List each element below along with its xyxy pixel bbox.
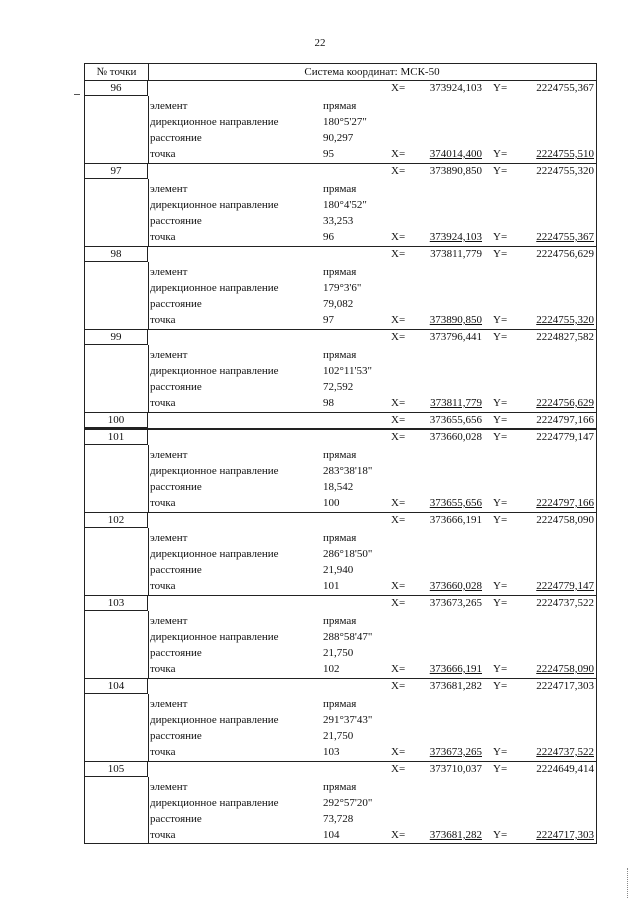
direction-value: 291°37'43" <box>323 714 373 726</box>
x-value: 373890,850 <box>429 165 482 177</box>
point-block <box>85 247 596 330</box>
point-block <box>85 164 596 247</box>
point-label: точка <box>150 663 176 675</box>
ref-y-prefix: Y= <box>493 148 508 160</box>
x-prefix: X= <box>391 431 406 443</box>
element-value: прямая <box>323 183 357 195</box>
ref-y-prefix: Y= <box>493 497 508 509</box>
ref-y-value: 2224737,522 <box>536 746 594 758</box>
ref-x-value: 373890,850 <box>429 314 482 326</box>
x-value: 373796,441 <box>429 331 482 343</box>
ref-y-value: 2224779,147 <box>536 580 594 592</box>
point-block <box>85 596 596 679</box>
distance-value: 79,082 <box>323 298 354 310</box>
distance-label: расстояние <box>150 813 202 825</box>
x-prefix: X= <box>391 331 406 343</box>
point-block <box>85 413 596 430</box>
point-label: точка <box>150 746 176 758</box>
x-prefix: X= <box>391 248 406 260</box>
column-divider <box>148 262 149 329</box>
edge-marks <box>627 868 630 898</box>
distance-label: расстояние <box>150 132 202 144</box>
ref-point-value: 96 <box>323 231 334 243</box>
ref-x-value: 373681,282 <box>429 829 482 841</box>
direction-value: 292°57'20" <box>323 797 373 809</box>
distance-value: 90,297 <box>323 132 354 144</box>
point-number: 104 <box>85 679 148 694</box>
element-label: элемент <box>150 449 188 461</box>
y-value: 2224756,629 <box>536 248 594 260</box>
y-prefix: Y= <box>493 414 508 426</box>
column-divider <box>148 528 149 595</box>
point-number: 98 <box>85 247 148 262</box>
ref-x-value: 373655,656 <box>429 497 482 509</box>
ref-y-prefix: Y= <box>493 580 508 592</box>
element-label: элемент <box>150 266 188 278</box>
x-value: 373681,282 <box>429 680 482 692</box>
point-block <box>85 679 596 762</box>
ref-y-prefix: Y= <box>493 231 508 243</box>
column-divider <box>148 96 149 163</box>
point-label: точка <box>150 397 176 409</box>
point-label: точка <box>150 580 176 592</box>
ref-x-value: 373811,779 <box>430 397 482 409</box>
ref-y-prefix: Y= <box>493 829 508 841</box>
point-number: 105 <box>85 762 148 777</box>
ref-x-value: 373673,265 <box>429 746 482 758</box>
ref-y-prefix: Y= <box>493 746 508 758</box>
point-number: 96 <box>85 81 148 96</box>
distance-label: расстояние <box>150 381 202 393</box>
ref-point-value: 97 <box>323 314 334 326</box>
column-divider <box>148 694 149 761</box>
ref-y-value: 2224755,320 <box>536 314 594 326</box>
x-value: 373924,103 <box>429 82 482 94</box>
ref-point-value: 95 <box>323 148 334 160</box>
x-prefix: X= <box>391 165 406 177</box>
point-label: точка <box>150 497 176 509</box>
direction-value: 283°38'18" <box>323 465 373 477</box>
direction-label: дирекционное направление <box>150 465 279 477</box>
distance-value: 72,592 <box>323 381 354 393</box>
element-label: элемент <box>150 781 188 793</box>
ref-y-value: 2224755,367 <box>536 231 594 243</box>
margin-mark <box>74 94 80 95</box>
y-prefix: Y= <box>493 763 508 775</box>
column-divider <box>148 445 149 512</box>
ref-x-prefix: X= <box>391 148 406 160</box>
point-block <box>85 430 596 513</box>
column-divider <box>148 777 149 844</box>
point-number: 103 <box>85 596 148 611</box>
y-value: 2224737,522 <box>536 597 594 609</box>
ref-y-value: 2224756,629 <box>536 397 594 409</box>
y-prefix: Y= <box>493 597 508 609</box>
ref-point-value: 102 <box>323 663 340 675</box>
direction-label: дирекционное направление <box>150 116 279 128</box>
point-label: точка <box>150 231 176 243</box>
column-divider <box>148 611 149 678</box>
y-value: 2224779,147 <box>536 431 594 443</box>
distance-value: 73,728 <box>323 813 354 825</box>
x-prefix: X= <box>391 414 406 426</box>
distance-label: расстояние <box>150 564 202 576</box>
direction-value: 180°5'27" <box>323 116 367 128</box>
ref-point-value: 103 <box>323 746 340 758</box>
header-point-number: № точки <box>85 64 149 80</box>
ref-x-value: 373924,103 <box>429 231 482 243</box>
distance-label: расстояние <box>150 481 202 493</box>
x-value: 373811,779 <box>430 248 482 260</box>
point-block <box>85 762 596 844</box>
point-number: 97 <box>85 164 148 179</box>
x-prefix: X= <box>391 82 406 94</box>
point-number: 102 <box>85 513 148 528</box>
ref-x-prefix: X= <box>391 663 406 675</box>
y-prefix: Y= <box>493 431 508 443</box>
element-value: прямая <box>323 449 357 461</box>
ref-y-prefix: Y= <box>493 397 508 409</box>
element-value: прямая <box>323 781 357 793</box>
ref-x-prefix: X= <box>391 397 406 409</box>
distance-value: 33,253 <box>323 215 354 227</box>
element-label: элемент <box>150 615 188 627</box>
x-prefix: X= <box>391 597 406 609</box>
x-value: 373655,656 <box>429 414 482 426</box>
x-value: 373660,028 <box>429 431 482 443</box>
header-coordinate-system: Система координат: МСК-50 <box>304 66 440 78</box>
x-prefix: X= <box>391 763 406 775</box>
ref-point-value: 104 <box>323 829 340 841</box>
element-value: прямая <box>323 698 357 710</box>
ref-x-prefix: X= <box>391 231 406 243</box>
direction-value: 102°11'53" <box>323 365 372 377</box>
y-value: 2224797,166 <box>536 414 594 426</box>
point-label: точка <box>150 829 176 841</box>
point-number: 99 <box>85 330 148 345</box>
element-label: элемент <box>150 349 188 361</box>
distance-label: расстояние <box>150 647 202 659</box>
point-label: точка <box>150 148 176 160</box>
direction-label: дирекционное направление <box>150 631 279 643</box>
direction-label: дирекционное направление <box>150 797 279 809</box>
ref-y-value: 2224758,090 <box>536 663 594 675</box>
element-value: прямая <box>323 100 357 112</box>
ref-y-value: 2224797,166 <box>536 497 594 509</box>
y-value: 2224758,090 <box>536 514 594 526</box>
y-prefix: Y= <box>493 514 508 526</box>
distance-value: 21,940 <box>323 564 354 576</box>
y-value: 2224649,414 <box>536 763 594 775</box>
y-prefix: Y= <box>493 680 508 692</box>
direction-label: дирекционное направление <box>150 714 279 726</box>
ref-y-prefix: Y= <box>493 663 508 675</box>
ref-x-prefix: X= <box>391 314 406 326</box>
ref-x-value: 374014,400 <box>429 148 482 160</box>
y-prefix: Y= <box>493 165 508 177</box>
distance-value: 21,750 <box>323 730 354 742</box>
y-prefix: Y= <box>493 331 508 343</box>
coordinates-table <box>84 63 597 844</box>
ref-x-prefix: X= <box>391 746 406 758</box>
y-value: 2224827,582 <box>536 331 594 343</box>
ref-point-value: 100 <box>323 497 340 509</box>
y-prefix: Y= <box>493 248 508 260</box>
element-value: прямая <box>323 615 357 627</box>
ref-x-prefix: X= <box>391 497 406 509</box>
point-label: точка <box>150 314 176 326</box>
ref-point-value: 101 <box>323 580 340 592</box>
ref-y-prefix: Y= <box>493 314 508 326</box>
distance-value: 18,542 <box>323 481 354 493</box>
element-label: элемент <box>150 698 188 710</box>
ref-y-value: 2224755,510 <box>536 148 594 160</box>
distance-label: расстояние <box>150 215 202 227</box>
ref-y-value: 2224717,303 <box>536 829 594 841</box>
direction-value: 286°18'50" <box>323 548 373 560</box>
y-value: 2224755,320 <box>536 165 594 177</box>
element-label: элемент <box>150 183 188 195</box>
x-value: 373673,265 <box>429 597 482 609</box>
x-value: 373666,191 <box>429 514 482 526</box>
ref-x-prefix: X= <box>391 580 406 592</box>
x-prefix: X= <box>391 514 406 526</box>
distance-label: расстояние <box>150 730 202 742</box>
y-value: 2224717,303 <box>536 680 594 692</box>
table-header <box>85 64 596 81</box>
direction-label: дирекционное направление <box>150 365 279 377</box>
point-number: 101 <box>85 430 148 445</box>
point-block <box>85 330 596 413</box>
column-divider <box>148 179 149 246</box>
distance-value: 21,750 <box>323 647 354 659</box>
y-prefix: Y= <box>493 82 508 94</box>
direction-value: 180°4'52" <box>323 199 367 211</box>
x-value: 373710,037 <box>429 763 482 775</box>
direction-label: дирекционное направление <box>150 282 279 294</box>
ref-x-value: 373666,191 <box>429 663 482 675</box>
column-divider <box>148 345 149 412</box>
point-block <box>85 513 596 596</box>
ref-x-value: 373660,028 <box>429 580 482 592</box>
page-number: 22 <box>314 37 326 49</box>
point-number: 100 <box>85 413 148 428</box>
direction-label: дирекционное направление <box>150 548 279 560</box>
ref-x-prefix: X= <box>391 829 406 841</box>
element-label: элемент <box>150 100 188 112</box>
x-prefix: X= <box>391 680 406 692</box>
element-value: прямая <box>323 266 357 278</box>
element-value: прямая <box>323 349 357 361</box>
distance-label: расстояние <box>150 298 202 310</box>
element-value: прямая <box>323 532 357 544</box>
direction-value: 288°58'47" <box>323 631 373 643</box>
y-value: 2224755,367 <box>536 82 594 94</box>
ref-point-value: 98 <box>323 397 334 409</box>
element-label: элемент <box>150 532 188 544</box>
direction-label: дирекционное направление <box>150 199 279 211</box>
direction-value: 179°3'6" <box>323 282 362 294</box>
point-block <box>85 81 596 164</box>
